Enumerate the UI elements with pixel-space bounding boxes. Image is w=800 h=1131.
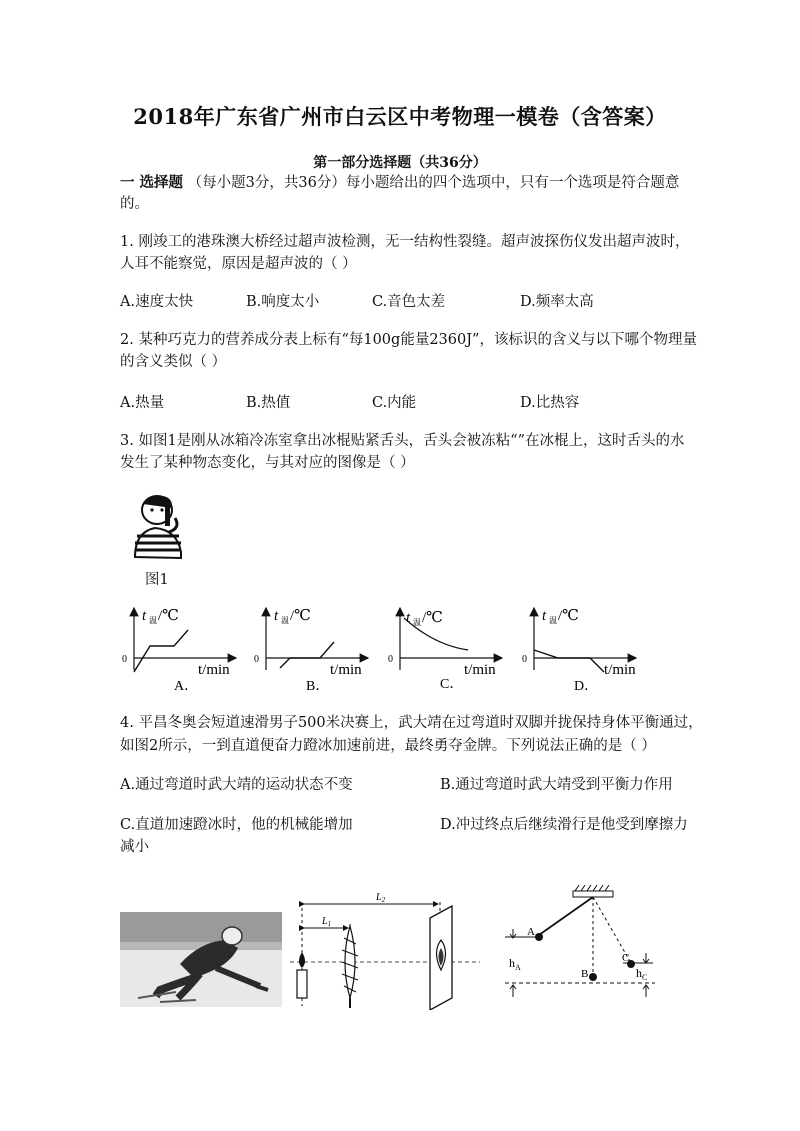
graph-d-caption: D． — [574, 679, 599, 694]
question-4-option-d-wrap: 减小 — [120, 839, 149, 855]
question-2-option-b: B.热值 — [246, 395, 291, 411]
question-1-line-1: 1. 刚竣工的港珠澳大桥经过超声波检测，无一结构性裂缝。超声波探伤仪发出超声波时， — [120, 234, 690, 250]
graph-b-origin: 0 — [254, 654, 259, 665]
question-2-line-1: 2. 某种巧克力的营养成分表上标有“每100g能量2360J”，该标识的含义与以下哪个物理量 — [120, 332, 697, 348]
question-2-option-d: D.比热容 — [520, 395, 580, 411]
instructions-line-1 — [120, 173, 679, 193]
graph-a — [122, 608, 236, 694]
question-1-option-d: D.频率太高 — [520, 294, 594, 310]
skater-photo — [120, 912, 282, 1007]
lens-experiment-figure — [290, 888, 480, 1010]
question-2-option-a: A.热量 — [120, 395, 165, 411]
graph-b-y-sub: 温 — [281, 616, 289, 625]
point-a-label: A — [527, 926, 535, 938]
graph-b-y-unit: /℃ — [290, 608, 311, 624]
graph-a-y-sub: 温 — [149, 616, 157, 625]
graph-a-caption: A． — [174, 679, 199, 694]
height-hc-label: $h_C$ — [636, 966, 648, 982]
graph-c-y-sub: 温 — [413, 618, 421, 627]
section-title: 第一部分选择题（共36分） — [313, 155, 487, 171]
graph-c-y-label: t — [406, 610, 411, 626]
graph-c-origin: 0 — [388, 654, 393, 665]
question-1-line-2: 人耳不能察觉，原因是超声波的（ ） — [120, 256, 357, 272]
question-4-option-b: B.通过弯道时武大靖受到平衡力作用 — [440, 777, 673, 793]
graph-a-x-label: t/min — [198, 662, 230, 678]
figure-1-illustration — [125, 492, 195, 562]
lens-label-l1: $L_1$ — [322, 916, 332, 928]
graph-d-origin: 0 — [522, 654, 527, 665]
question-4-line-2: 如图2所示，一到直道便奋力蹬冰加速前进，最终勇夺金牌。下列说法正确的是（ ） — [120, 738, 656, 754]
graph-b-y-label: t — [274, 608, 279, 624]
page-title: 2018年广东省广州市白云区中考物理一模卷（含答案） — [133, 104, 667, 129]
graph-d-y-sub: 温 — [549, 616, 557, 625]
graph-a-y-unit: /℃ — [158, 608, 179, 624]
graph-c-x-label: t/min — [464, 662, 496, 678]
graph-a-y-label: t — [142, 608, 147, 624]
question-2-line-2: 的含义类似（ ） — [120, 354, 227, 370]
question-1-option-a: A.速度太快 — [120, 294, 194, 310]
question-4-option-d: D.冲过终点后继续滑行是他受到摩擦力 — [440, 817, 688, 833]
graph-b-x-label: t/min — [330, 662, 362, 678]
graph-d-x-label: t/min — [604, 662, 636, 678]
graph-c — [388, 608, 502, 692]
graph-b — [254, 608, 368, 694]
graph-c-y-unit: /℃ — [422, 610, 443, 626]
graph-a-curve — [134, 630, 188, 672]
graph-d-y-label: t — [542, 608, 547, 624]
graph-a-origin: 0 — [122, 654, 127, 665]
graph-c-caption: C． — [440, 677, 464, 692]
graph-d-curve — [534, 650, 604, 672]
height-ha-label: $h_A$ — [509, 956, 521, 972]
figure-1-caption: 图1 — [145, 572, 169, 588]
temperature-graphs — [118, 600, 678, 700]
question-1-option-b: B.响度太小 — [246, 294, 320, 310]
question-4-option-a: A.通过弯道时武大靖的运动状态不变 — [120, 777, 353, 793]
pendulum-figure — [505, 885, 665, 1010]
lens-label-l2: $L_2$ — [376, 892, 386, 904]
graph-d-y-unit: /℃ — [558, 608, 579, 624]
section-label: 一 选择题 — [120, 174, 184, 191]
instructions-text: （每小题3分，共36分）每小题给出的四个选项中，只有一个选项是符合题意 — [187, 175, 680, 191]
graph-d — [522, 608, 636, 694]
question-1-option-c: C.音色太差 — [372, 294, 446, 310]
graph-b-caption: B． — [306, 679, 330, 694]
question-3-line-2: 发生了某种物态变化，与其对应的图像是（ ） — [120, 455, 415, 471]
question-4-option-c: C.直道加速蹬冰时，他的机械能增加 — [120, 817, 353, 833]
graph-b-curve — [280, 642, 334, 668]
question-3-line-1: 3. 如图1是刚从冰箱冷冻室拿出冰棍贴紧舌头，舌头会被冻粘“”在冰棍上，这时舌头的水 — [120, 433, 685, 449]
instructions-line-2: 的。 — [120, 196, 149, 212]
question-4-line-1: 4. 平昌冬奥会短道速滑男子500米决赛上，武大靖在过弯道时双脚并拢保持身体平衡通过， — [120, 715, 703, 731]
point-c-label: C — [622, 952, 630, 964]
question-2-option-c: C.内能 — [372, 395, 417, 411]
point-b-label: B — [581, 968, 589, 980]
